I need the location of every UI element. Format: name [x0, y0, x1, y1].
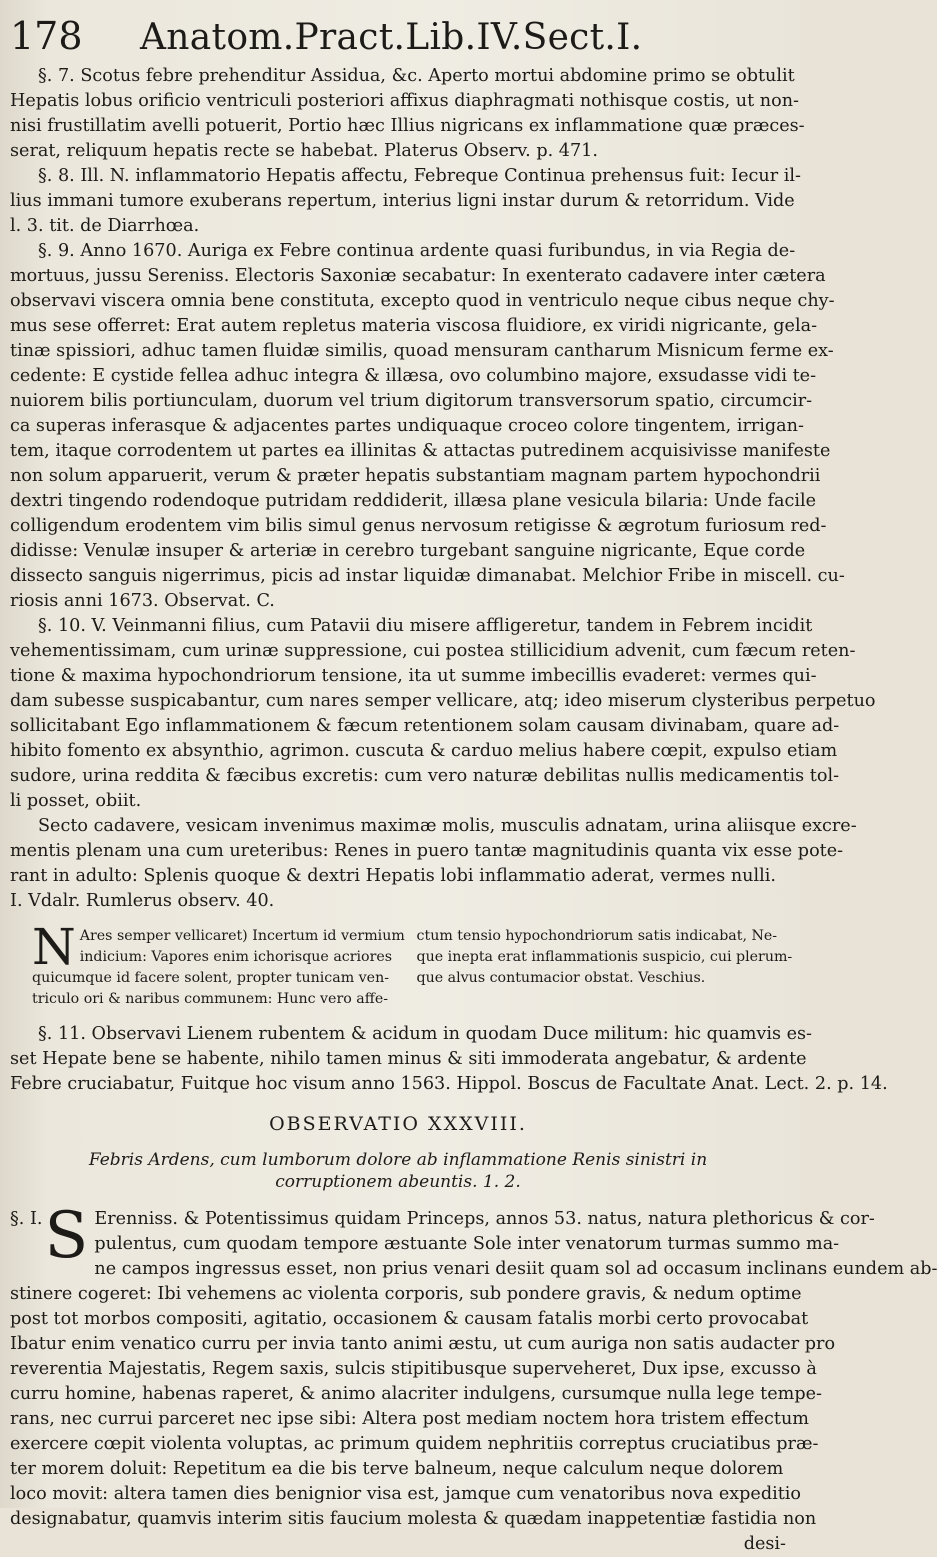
observation-title: OBSERVATIO XXXVIII. [269, 1113, 527, 1135]
text-line: non solum apparuerit, verum & præter hepatis substantiam magnam partem hypochondrii [10, 466, 821, 486]
section-11 [10, 1022, 888, 1097]
text-line: tinæ spissiori, adhuc tamen fluidæ similis, quoad mensuram cantharum Misnicum ferme ex- [10, 341, 834, 361]
text-line: Ibatur enim venatico curru per invia tanto animi æstu, ut cum auriga non satis audacter pro [10, 1334, 836, 1354]
text-line: stinere cogeret: Ibi vehemens ac violenta corporis, sub pondere gravis, & nedum optime [10, 1284, 802, 1304]
text-line: Hepatis lobus orificio ventriculi posteriori affixus diaphragmati nothisque costis, ut non- [10, 91, 799, 111]
running-head: Anatom.Pract.Lib.IV.Sect.I. [140, 17, 643, 58]
text-line: rans, nec currui parceret nec ipse sibi: Altera post mediam noctem hora tristem effectum [10, 1409, 809, 1429]
text-line: vehementissimam, cum urinæ suppressione, cui postea stillicidium advenit, cum fæcum reten- [10, 641, 856, 661]
text-line: curru homine, habenas raperet, & animo alacriter indulgens, cursumque nulla lege tempe- [10, 1384, 822, 1404]
text-line: §. 7. Scotus febre prehenditur Assidua, &c. Aperto mortui abdomine primo se obtulit [38, 66, 795, 86]
note-right-column [416, 926, 793, 1010]
text-line: Secto cadavere, vesicam invenimus maximæ molis, musculis adnatam, urina aliisque excre- [38, 816, 857, 836]
catchword: desi- [743, 1534, 786, 1554]
section-8 [10, 164, 801, 239]
text-line: set Hepate bene se habente, nihilo tamen minus & siti immoderata angebatur, & ardente [10, 1049, 807, 1069]
text-line: ter morem doluit: Repetitum ea die bis terve balneum, neque calculum neque dolorem [10, 1459, 784, 1479]
text-line: designabatur, quamvis interim sitis faucium molesta & quædam inappetentiæ fastidia non [10, 1509, 817, 1529]
text-line: §. 10. V. Veinmanni filius, cum Patavii diu misere affligeretur, tandem in Febrem incidit [38, 616, 813, 636]
note-dropcap: N [32, 918, 76, 976]
subtitle-line: Febris Ardens, cum lumborum dolore ab inflammatione Renis sinistri in [88, 1150, 708, 1170]
text-line: ne campos ingressus esset, non prius venari desiit quam sol ad occasum inclinans eundem ab- [94, 1259, 937, 1279]
text-line: post tot morbos compositi, agitatio, occasionem & causam fatalis morbi certo provocabat [10, 1309, 809, 1329]
text-line: pulentus, cum quodam tempore æstuante Sole inter venatorum turmas summo ma- [94, 1234, 840, 1254]
text-line: §. 11. Observavi Lienem rubentem & acidum in quodam Duce militum: hic quamvis es- [38, 1024, 812, 1044]
text-line: cedente: E cystide fellea adhuc integra & illæsa, ovo columbino majore, exsudasse vidi te- [10, 366, 817, 386]
text-line: l. 3. tit. de Diarrhœa. [10, 216, 200, 236]
section-lead: §. I. [10, 1209, 43, 1229]
text-line: I. Vdalr. Rumlerus observ. 40. [10, 891, 275, 911]
text-line: mus sese offerret: Erat autem repletus materia viscosa fluidiore, ex viridi nigricante, gela- [10, 316, 818, 336]
section-9 [10, 239, 845, 614]
text-line: Erenniss. & Potentissimus quidam Princeps, annos 53. natus, natura plethoricus & cor- [94, 1209, 875, 1229]
note-line: que alvus contumacior obstat. Veschius. [416, 970, 706, 986]
text-line: tem, itaque corrodentem ut partes ea illinitas & attactas putredinem acquisivisse manifeste [10, 441, 831, 461]
text-line: exercere cœpit violenta voluptas, ac primum quidem nephritiis correptus cruciatibus præ- [10, 1434, 819, 1454]
text-line: nuiorem bilis portiunculam, duorum vel trium digitorum transversorum spatio, circumcir- [10, 391, 813, 411]
text-line: dam subesse suspicabantur, cum nares semper vellicare, atq; ideo miserum clysteribus perpetuo [10, 691, 876, 711]
text-line: §. 8. Ill. N. inflammatorio Hepatis affectu, Febreque Continua prehensus fuit: Iecur il- [38, 166, 801, 186]
section-dropcap: S [44, 1199, 89, 1273]
text-line: serat, reliquum hepatis recte se habebat. Platerus Observ. p. 471. [10, 141, 598, 161]
note-line: quicumque id facere solent, propter tunicam ven- [32, 970, 390, 986]
section-10 [10, 614, 876, 814]
text-line: ca superas inferasque & adjacentes partes undiquaque croceo colore tingentem, irrigan- [10, 416, 804, 436]
note-line: indicium: Vapores enim ichorisque acriores [79, 949, 393, 965]
section-7 [10, 64, 805, 164]
text-line: mentis plenam una cum ureteribus: Renes in puero tantæ magnitudinis quanta vix esse pote- [10, 841, 844, 861]
page-number: 178 [10, 14, 83, 58]
annotation-note [32, 918, 793, 1010]
text-line: hibito fomento ex absynthio, agrimon. cuscuta & carduo melius habere cœpit, expulso etiam [10, 741, 838, 761]
text-line: observavi viscera omnia bene constituta, excepto quod in ventriculo neque cibus neque chy- [10, 291, 835, 311]
text-line: nisi frustillatim avelli potuerit, Portio hæc Illius nigricans ex inflammatione quæ præces- [10, 116, 805, 136]
section-1 [10, 1199, 937, 1557]
note-left-column [32, 918, 405, 1010]
text-line: sudore, urina reddita & fæcibus excretis: cum vero naturæ debilitas nullis medicamentis tol- [10, 766, 840, 786]
text-line: colligendum erodentem vim bilis simul genus nervosum retigisse & ægrotum furiosum red- [10, 516, 827, 536]
note-line: ctum tensio hypochondriorum satis indicabat, Ne- [416, 928, 778, 944]
text-line: riosis anni 1673. Observat. C. [10, 591, 275, 611]
note-line: que inepta erat inflammationis suspicio, cui plerum- [416, 949, 793, 965]
text-line: dextri tingendo rodendoque putridam reddiderit, illæsa plane vesicula bilaria: Unde facile [10, 491, 817, 511]
note-line: triculo ori & naribus communem: Hunc vero affe- [32, 991, 389, 1007]
text-line: reverentia Majestatis, Regem saxis, sulcis stipitibusque superveheret, Dux ipse, excusso à [10, 1359, 817, 1379]
text-line: didisse: Venulæ insuper & arteriæ in cerebro turgebant sanguine nigricante, Eque corde [10, 541, 806, 561]
text-line: mortuus, jussu Sereniss. Electoris Saxoniæ secabatur: In exenterato cadavere inter cætera [10, 266, 826, 286]
text-line: lius immani tumore exuberans repertum, interius ligni instar durum & retorridum. Vide [10, 191, 795, 211]
text-line: sollicitabant Ego inflammationem & fæcum retentionem solam causam divinabam, quare ad- [10, 716, 840, 736]
text-line: dissecto sanguis nigerrimus, picis ad instar liquidæ dimanabat. Melchior Fribe in miscell. cu- [10, 566, 845, 586]
page-header [10, 14, 786, 64]
section-10-continued [10, 814, 857, 914]
text-line: §. 9. Anno 1670. Auriga ex Febre continua ardente quasi furibundus, in via Regia de- [38, 241, 796, 261]
note-line: Ares semper vellicaret) Incertum id vermium [79, 928, 405, 944]
text-line: li posset, obiit. [10, 791, 142, 811]
subtitle-line: corruptionem abeuntis. 1. 2. [275, 1172, 521, 1192]
text-line: Febre cruciabatur, Fuitque hoc visum anno 1563. Hippol. Boscus de Facultate Anat. Lect. 2. p. 14. [10, 1074, 888, 1094]
text-line: rant in adulto: Splenis quoque & dextri Hepatis lobi inflammatio aderat, vermes nulli. [10, 866, 776, 886]
observation-subtitle [10, 1149, 786, 1193]
text-line: tione & maxima hypochondriorum tensione, ita ut summe imbecillis evaderet: vermes qui- [10, 666, 817, 686]
text-line: loco movit: altera tamen dies benignior visa est, jamque cum venatoribus nova expeditio [10, 1484, 802, 1504]
